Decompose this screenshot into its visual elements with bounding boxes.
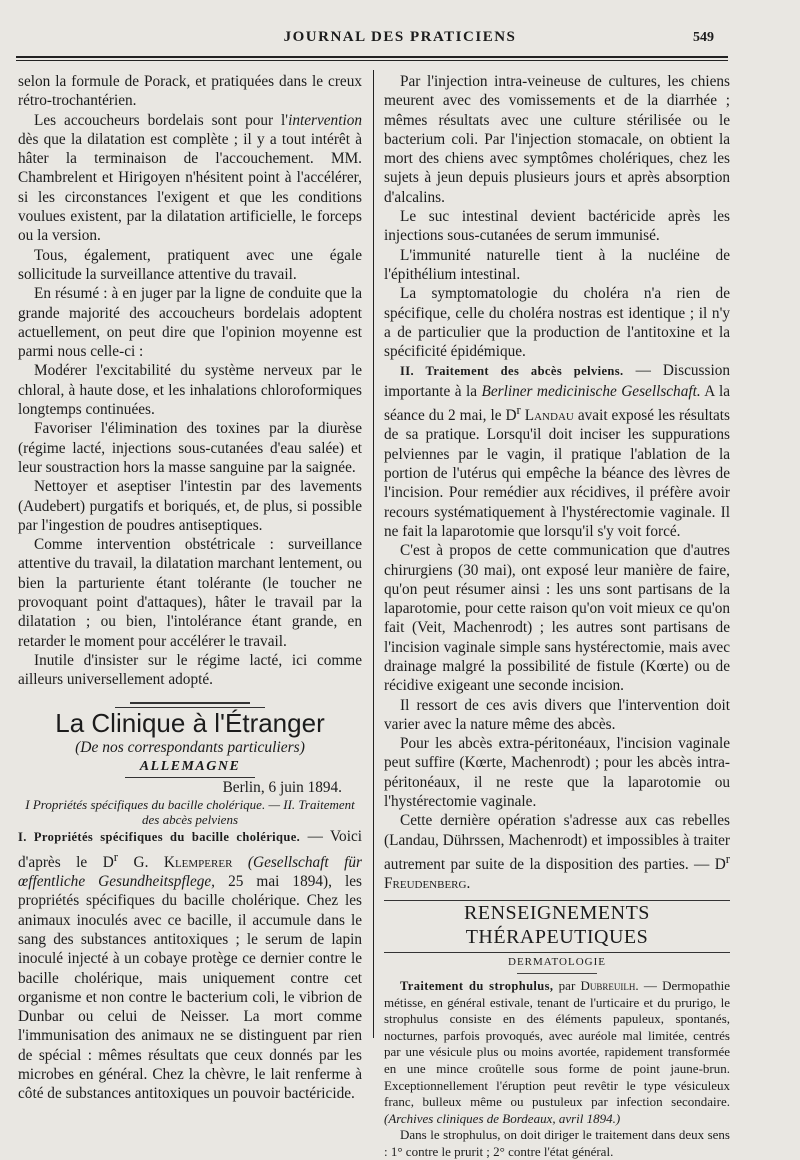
paragraph: Le suc intestinal devient bactéricide après les injections sous-cutanées de serum immunisé. — [384, 208, 730, 245]
paragraph: Modérer l'excitabilité du système nerveux par le chloral, à haute dose, et les inhalations chloroformiques longtemps continuées. — [18, 362, 362, 419]
author-name: G. Klemperer — [118, 853, 233, 871]
section-rule — [130, 702, 250, 704]
section-subtitle: (De nos correspondants particuliers) — [75, 738, 305, 756]
paragraph: Favoriser l'élimination des toxines par la diurèse (régime lacté, injections sous-cutanées d'eau salée) et leur soustraction hors la masse sanguine par la saignée. — [18, 420, 362, 476]
country-heading: ALLEMAGNE — [139, 758, 241, 774]
paragraph: Inutile d'insister sur le régime lacté, ici comme ailleurs universellement adopté. — [18, 651, 362, 689]
paragraph: Il ressort de ces avis divers que l'intervention doit varier avec la nature même des abcès. — [384, 696, 730, 733]
paragraph-lead: I. Propriétés spécifiques du bacille cholérique. — [18, 830, 301, 845]
author-name: Landau — [520, 407, 574, 425]
paragraph: Par l'injection intra-veineuse de cultures, les chiens meurent avec des vomissements et de la diarrhée ; mêmes résultats avec une culture stérilisée ou le bacterium coli. Par l'injection stomacale, on obtient la mort des chiens avec symptômes cholériques, chez les sujets à jeun depuis plusieurs jours et après absorption d'alcalins. — [384, 73, 730, 206]
right-column — [384, 72, 730, 1160]
dateline: Berlin, 6 juin 1894. — [222, 779, 342, 797]
paragraph: La symptomatologie du choléra n'a rien de spécifique, celle du choléra nostras est identique ; il n'y a de particulier que la production de l'antitoxine et la spécificité épidémique. — [384, 285, 730, 361]
category-rule — [517, 973, 597, 974]
header-rule — [16, 56, 728, 58]
left-column — [18, 72, 362, 1104]
category-heading: DERMATOLOGIE — [508, 955, 606, 968]
paragraph: Tous, également, pratiquent avec une égale sollicitude la surveillance attentive du travail. — [18, 246, 362, 283]
page-number: 549 — [693, 30, 714, 45]
article-summary: I Propriétés spécifiques du bacille cholérique. — II. Traitement des abcès pelviens — [25, 797, 355, 828]
section-title: La Clinique à l'Étranger — [55, 707, 325, 738]
paragraph: C'est à propos de cette communication que d'autres chirurgiens (30 mai), ont exposé leur manière de faire, qu'on peut résumer ainsi : les uns sont partisans de la laparotomie, pour cette raison qu'on voit mieux ce qu'on fait (Veit, Machenrodt) ; les autres sont partisans de l'incision vaginale simple sans hystérectomie, mais avec drainage malgré la possibilité de fistule (Kœrte) ou de récidive exigeant une seconde incision. — [384, 542, 730, 695]
paragraph: L'immunité naturelle tient à la nucléine de l'épithélium intestinal. — [384, 246, 730, 283]
page-header — [0, 27, 800, 53]
section-title: RENSEIGNEMENTS THÉRAPEUTIQUES — [464, 901, 650, 948]
paragraph: Dans le strophulus, on doit diriger le traitement dans deux sens : 1° contre le prurit ; 2° contre l'état général. — [384, 1127, 730, 1159]
paragraph: I. Propriétés spécifiques du bacille cholérique. — Voici d'après le $D^r$ G. Klemperer (Gesellschaft für œffentliche Gesundheitspflege, 25 mai 1894), les propriétés spécifiques du bacille cholérique. Chez les animaux inoculés avec ce bacille, il accumule dans le sang des substances antitoxiques ; le serum de lapin inoculé injecté à un cobaye protège ce dernier contre le bacille cholérique, mais uniquement contre cet organisme et non contre le bacterium coli, le vibrion de Dunbar ou celui de Neisser. La mort comme l'immunisation des animaux ne se distinguent par rien de spécial : mêmes résultats que ceux donnés par les microbes en général. Chez la chèvre, le lait renferme à côté de substances antitoxiques un pouvoir bactéricide. — [18, 828, 362, 1103]
paragraph: Comme intervention obstétricale : surveillance attentive du travail, la dilatation marchant lentement, ou bien la parturiente étant tolérante (le toucher ne provoquant point d'attaques), hâter le travail par la dilatation ; ou bien, l'intolérance étant grande, en retarder le moment pour accélérer le travail. — [18, 536, 362, 650]
paragraph: Traitement du strophulus, par Dubreuilh. — Dermopathie métisse, en général estivale, tenant de l'urticaire et du prurigo, le strophulus consiste en des éléments papuleux, spontanés, nocturnes, parfois provoqués, avec auréole mal limitée, centrés par une vésicule plus ou moins avortée, rapidement transformée en une mince croûtelle sous forme de point jaune-brun. Exceptionnellement l'éruption peut revêtir le type vésiculeux franc, bulleux même ou pustuleux par infection secondaire. (Archives cliniques de Bordeaux, avril 1894.) — [384, 977, 730, 1126]
source-citation: (Archives cliniques de Bordeaux, avril 1894.) — [384, 1110, 621, 1126]
header-rule-thin — [16, 60, 728, 61]
paragraph: Nettoyer et aseptiser l'intestin par des lavements (Audebert) purgatifs et boriqués, et, de plus, si possible par l'ingestion de poudres antiseptiques. — [18, 478, 362, 534]
source-citation: (Gesellschaft für œffentliche Gesundheitspflege, — [18, 853, 362, 891]
paragraph: Les accoucheurs bordelais sont pour l'intervention dès que la dilatation est complète ; il y a tout intérêt à hâter la terminaison de l'accouchement. MM. Chambrelent et Hirigoyen n'hésitent point à l'accélérer, si les circonstances l'exigent et que les conditions voulues existent, par la dilatation artificielle, le forceps ou la version. — [18, 111, 362, 245]
emphasis: intervention — [288, 111, 362, 129]
paragraph: II. Traitement des abcès pelviens. — Discussion importante à la Berliner medicinische Gesellschaft. A la séance du 2 mai, le $D^r$ Landau avait exposé les résultats de sa pratique. Lorsqu'il doit inciser les suppurations pelviennes par le vagin, il pratique l'ablation de la portion de l'utérus qui empêche la béance des lèvres de l'incision. Pour remédier aux récidives, il préfère avoir recours systématiquement à l'hystérectomie vaginale. Il ne fait la laparotomie que lorsqu'il s'y voit forcé. — [384, 362, 731, 540]
journal-title: JOURNAL DES PRATICIENS — [283, 29, 517, 45]
column-divider — [373, 70, 374, 1038]
author-name: Dubreuilh. — [580, 977, 639, 993]
paragraph: En résumé : à en juger par la ligne de conduite que la grande majorité des accoucheurs bordelais adoptent actuellement, on peut dire que l'opinion moyenne est parmi nous celle-ci : — [18, 285, 362, 361]
source-citation: Berliner medicinische Gesellschaft. — [481, 382, 701, 400]
paragraph: Cette dernière opération s'adresse aux cas rebelles (Landau, Dührssen, Machenrodt) et impossibles à traiter autrement par suite de la disposition des parties. — $D^r$ Freudenberg. — [384, 812, 730, 893]
author-name: Freudenberg. — [384, 875, 471, 893]
paragraph-lead: II. Traitement des abcès pelviens. — [400, 364, 624, 379]
paragraph: Pour les abcès extra-péritonéaux, l'incision vaginale peut suffire (Kœrte, Machenrodt) ; pour les abcès intra-péritonéaux, il ne reste que la laparotomie ou l'hystérectomie vaginale. — [384, 735, 730, 811]
paragraph-lead: Traitement du strophulus, — [400, 978, 554, 993]
paragraph: selon la formule de Porack, et pratiquées dans le creux rétro-trochantérien. — [18, 73, 362, 110]
